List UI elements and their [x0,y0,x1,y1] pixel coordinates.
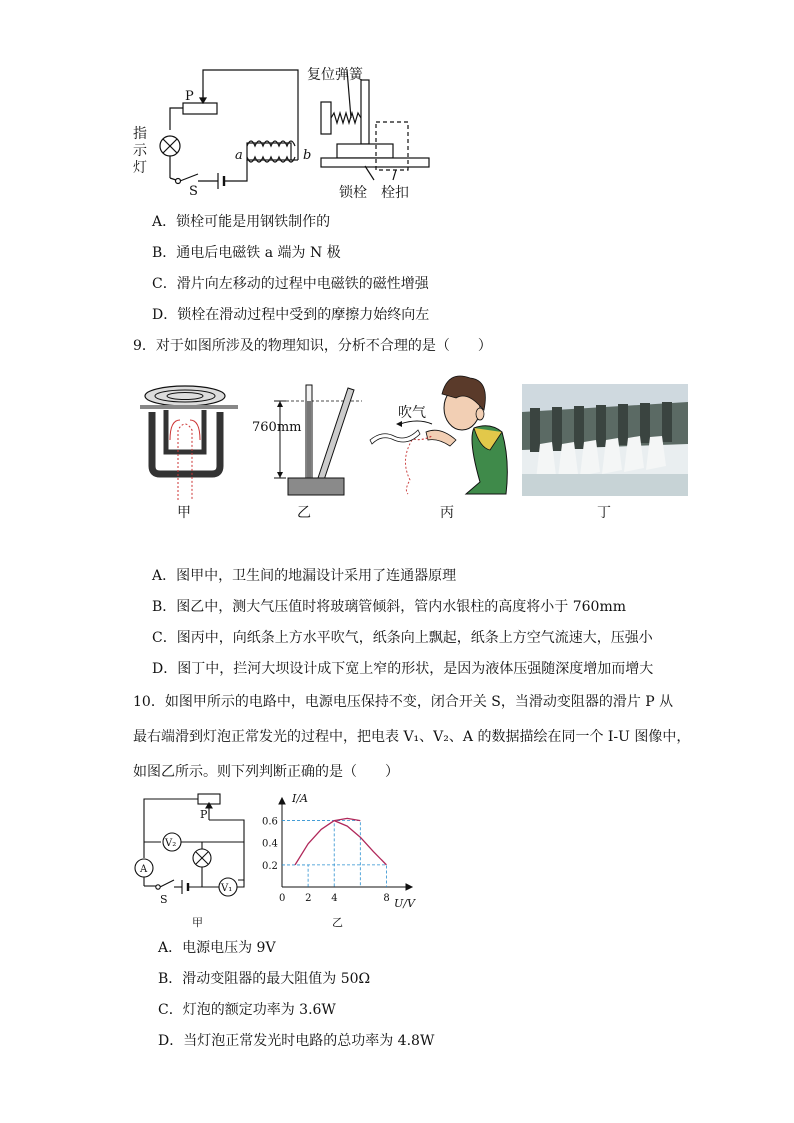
q10-stem-line3: 如图乙所示。则下列判断正确的是（ ） [133,764,399,780]
q9-option-c: C．图丙中，向纸条上方水平吹气，纸条向上飘起，纸条上方空气流速大，压强小 [152,630,653,646]
q9-blow-label: 吹气 [398,405,426,421]
chart-guide-line-2 [282,821,334,887]
chart-x-tick-0: 0 [279,893,286,904]
q8-latch-circuit-figure [125,60,445,210]
q10-p-label: P [200,808,208,821]
q8-indicator-char-1: 指 [133,126,147,142]
q10-option-d: D．当灯泡正常发光时电路的总功率为 4.8W [158,1033,435,1049]
chart-guide-line-0 [282,865,308,887]
q8-spring-label: 复位弹簧 [307,67,363,83]
q9-dam-photo [522,384,688,496]
chart-y-tick-0: 0.2 [262,860,278,872]
q8-s-label: S [189,184,198,199]
q10-option-b: B．滑动变阻器的最大阻值为 50Ω [158,971,371,987]
q8-option-c: C．滑片向左移动的过程中电磁铁的磁性增强 [152,276,429,292]
q9-barometer-figure [250,380,370,500]
q9-stem: 9．对于如图所涉及的物理知识，分析不合理的是（ ） [133,338,492,354]
q8-buckle-label: 栓扣 [381,185,409,201]
chart-series-line-0 [295,818,360,864]
q10-option-a: A．电源电压为 9V [158,940,276,956]
q8-latch-label: 锁栓 [339,185,367,201]
q8-a-label: a [235,148,243,163]
q9-option-d: D．图丁中，拦河大坝设计成下宽上窄的形状，是因为液体压强随深度增加而增大 [152,661,654,677]
q10-circuit-figure [130,790,250,910]
q9-floor-drain-figure [140,380,240,500]
chart-x-tick-1: 2 [305,893,312,904]
chart-x-tick-2: 4 [331,893,338,904]
q8-b-label: b [303,148,312,163]
q10-stem-line2: 最右端滑到灯泡正常发光的过程中，把电表 V₁、V₂、A 的数据描绘在同一个 I-U 图像中， [133,729,691,745]
q10-caption-yi: 乙 [332,916,343,929]
q10-iu-chart [262,790,418,930]
q9-caption-bing: 丙 [440,505,454,521]
chart-ylabel: I/A [292,792,308,805]
q8-option-b: B．通电后电磁铁 a 端为 N 极 [152,245,341,261]
chart-xlabel: U/V [394,897,415,910]
chart-y-tick-2: 0.6 [262,816,278,828]
q8-option-d: D．锁栓在滑动过程中受到的摩擦力始终向左 [152,307,430,323]
q8-p-label: P [185,89,194,104]
q8-option-a: A．锁栓可能是用钢铁制作的 [152,214,331,230]
chart-x-tick-3: 8 [383,893,390,904]
q10-caption-jia: 甲 [192,916,203,929]
q10-a-label: A [140,864,148,875]
q10-option-c: C．灯泡的额定功率为 3.6W [158,1002,336,1018]
q8-indicator-char-3: 灯 [133,160,147,176]
chart-guide-line-3 [282,821,360,887]
q9-caption-jia: 甲 [177,505,191,521]
q10-s-label: S [160,893,168,906]
q9-blowing-paper-figure [370,370,510,500]
q8-indicator-char-2: 示 [133,143,147,159]
q9-caption-ding: 丁 [597,505,611,521]
q9-option-b: B．图乙中，测大气压值时将玻璃管倾斜，管内水银柱的高度将小于 760mm [152,599,627,615]
q10-v2-label: V₂ [165,838,177,849]
chart-y-tick-1: 0.4 [262,838,278,850]
q9-caption-yi: 乙 [297,505,311,521]
q9-mm-label: 760mm [252,420,302,435]
q10-stem-line1: 10．如图甲所示的电路中，电源电压保持不变，闭合开关 S，当滑动变阻器的滑片 P 从 [133,694,674,710]
q9-option-a: A．图甲中，卫生间的地漏设计采用了连通器原理 [152,568,457,584]
q10-v1-label: V₁ [221,883,233,894]
